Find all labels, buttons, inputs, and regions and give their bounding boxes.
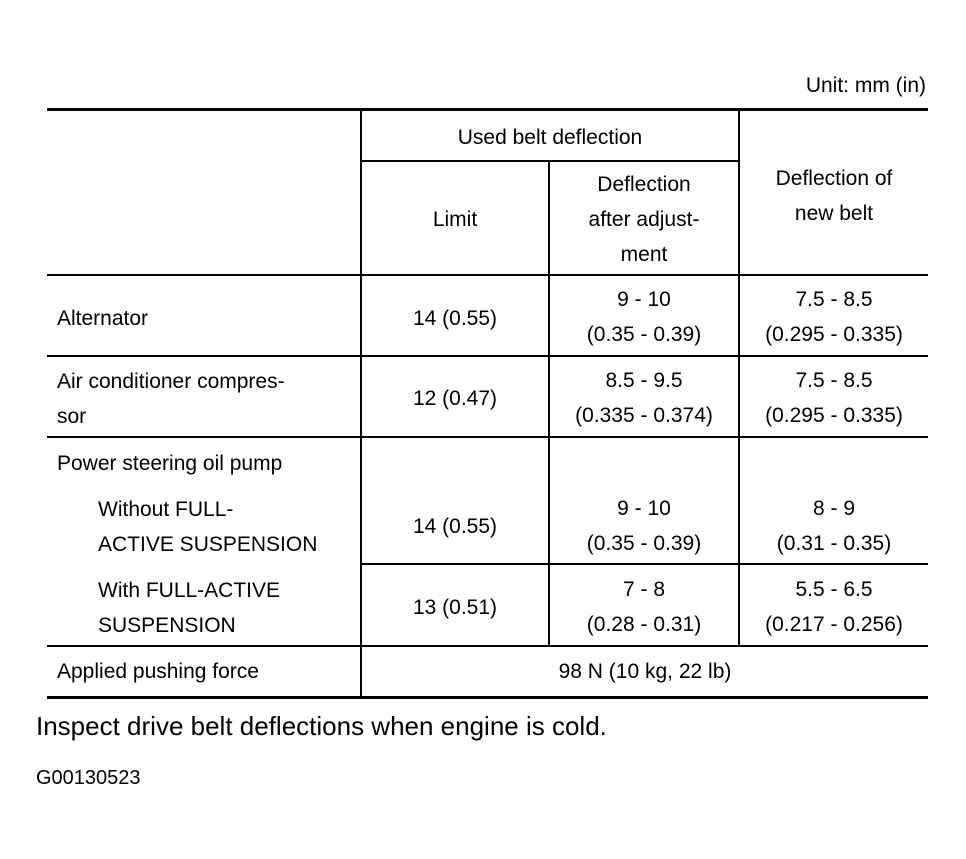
row-divider [47, 436, 928, 438]
figure-id: G00130523 [36, 767, 141, 789]
row-divider [47, 355, 928, 357]
table-bottom-border [47, 696, 928, 699]
ps-without-new: 8 - 9 (0.31 - 0.35) [776, 497, 892, 555]
row-divider [47, 645, 928, 647]
row-label-ps-without: Without FULL- ACTIVE SUSPENSION [98, 498, 318, 556]
ps-with-limit: 13 (0.51) [412, 596, 498, 619]
row-label-power-steering: Power steering oil pump [57, 452, 283, 475]
header-bottom-border [47, 274, 928, 276]
alternator-limit: 14 (0.55) [412, 307, 498, 330]
row-label-ac: Air conditioner compres- sor [57, 370, 285, 428]
note-text: Inspect drive belt deflections when engine is cold. [36, 711, 607, 741]
ps-without-limit: 14 (0.55) [412, 515, 498, 538]
row-label-pushing-force: Applied pushing force [57, 660, 259, 683]
ac-after: 8.5 - 9.5 (0.335 - 0.374) [575, 369, 713, 427]
row-divider [361, 563, 928, 565]
header-used-belt: Used belt deflection [457, 126, 643, 149]
header-new-belt: Deflection of new belt [775, 167, 893, 225]
ps-without-after: 9 - 10 (0.35 - 0.39) [586, 497, 702, 555]
ac-new: 7.5 - 8.5 (0.295 - 0.335) [765, 369, 903, 427]
ac-limit: 12 (0.47) [412, 387, 498, 410]
alternator-after: 9 - 10 (0.35 - 0.39) [586, 288, 702, 346]
row-label-alternator: Alternator [57, 307, 149, 330]
ps-with-new: 5.5 - 6.5 (0.217 - 0.256) [765, 578, 903, 636]
pushing-force-value: 98 N (10 kg, 22 lb) [558, 660, 732, 683]
header-sub-divider [361, 160, 740, 162]
unit-label: Unit: mm (in) [805, 74, 926, 97]
header-after-adjustment: Deflection after adjust- ment [588, 173, 700, 266]
row-label-ps-with: With FULL-ACTIVE SUSPENSION [98, 579, 281, 637]
header-limit: Limit [432, 208, 478, 231]
alternator-new: 7.5 - 8.5 (0.295 - 0.335) [765, 288, 903, 346]
ps-with-after: 7 - 8 (0.28 - 0.31) [586, 578, 702, 636]
table-top-border [47, 108, 928, 111]
